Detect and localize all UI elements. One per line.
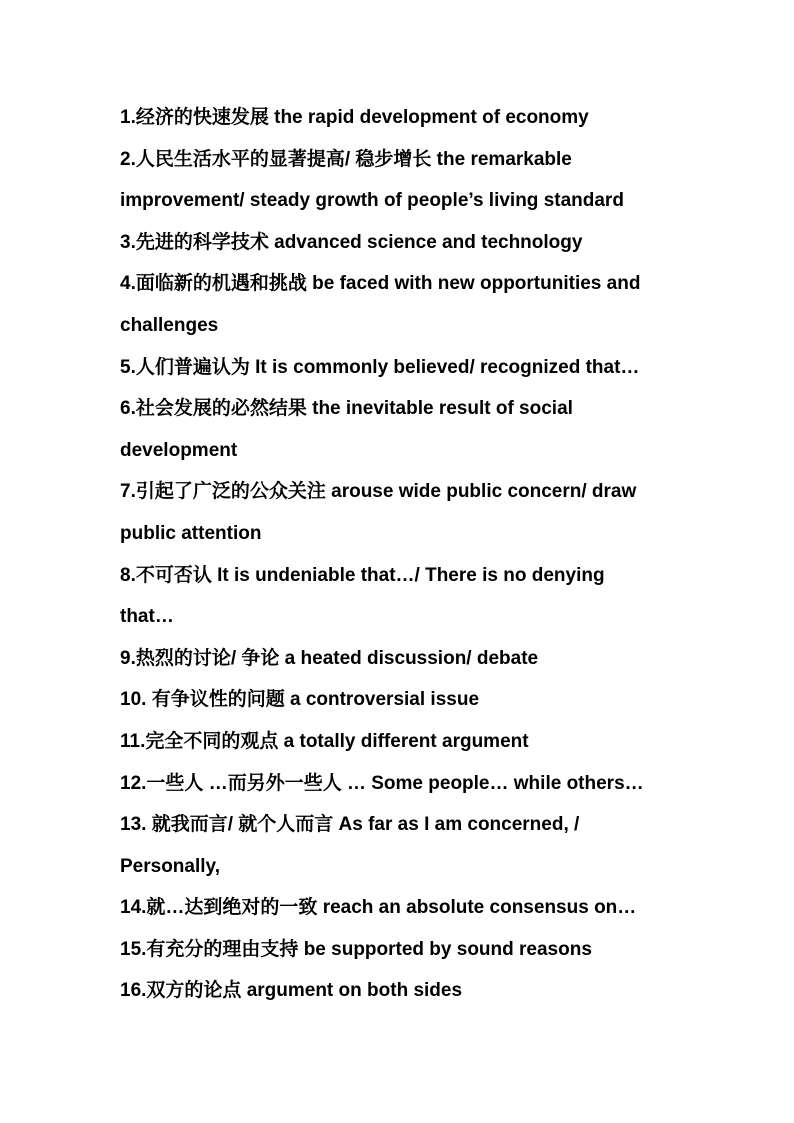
text-line-22: 16.双方的论点 argument on both sides — [120, 980, 463, 1002]
text-line-3: improvement/ steady growth of people’s living standard — [120, 190, 624, 212]
text-line-13: that… — [120, 606, 174, 628]
text-line-4: 3.先进的科学技术 advanced science and technology — [120, 231, 583, 253]
text-line-21: 15.有充分的理由支持 be supported by sound reasons — [120, 938, 592, 960]
text-line-14: 9.热烈的讨论/ 争论 a heated discussion/ debate — [120, 647, 539, 669]
text-line-12: 8.不可否认 It is undeniable that…/ There is no denying — [120, 564, 605, 586]
text-line-15: 10. 有争议性的问题 a controversial issue — [120, 689, 480, 711]
text-line-7: 5.人们普遍认为 It is commonly believed/ recognized that… — [120, 356, 640, 378]
text-line-1: 1.经济的快速发展 the rapid development of economy — [120, 107, 589, 128]
text-line-8: 6.社会发展的必然结果 the inevitable result of social — [120, 398, 573, 420]
phrase-list — [120, 97, 680, 1012]
text-line-10: 7.引起了广泛的公众关注 arouse wide public concern/ draw — [120, 481, 637, 503]
text-line-5: 4.面临新的机遇和挑战 be faced with new opportunities and — [120, 273, 641, 295]
text-line-9: development — [120, 439, 238, 461]
text-line-19: Personally, — [120, 855, 220, 877]
text-line-17: 12.一些人 …而另外一些人 … Some people… while others… — [120, 772, 644, 794]
text-line-2: 2.人民生活水平的显著提高/ 稳步增长 the remarkable — [120, 148, 572, 170]
text-line-18: 13. 就我而言/ 就个人而言 As far as I am concerned, / — [120, 814, 580, 836]
text-line-20: 14.就…达到绝对的一致 reach an absolute consensus on… — [120, 897, 637, 919]
text-line-6: challenges — [120, 314, 219, 336]
text-line-11: public attention — [120, 522, 262, 544]
text-line-16: 11.完全不同的观点 a totally different argument — [120, 730, 529, 752]
